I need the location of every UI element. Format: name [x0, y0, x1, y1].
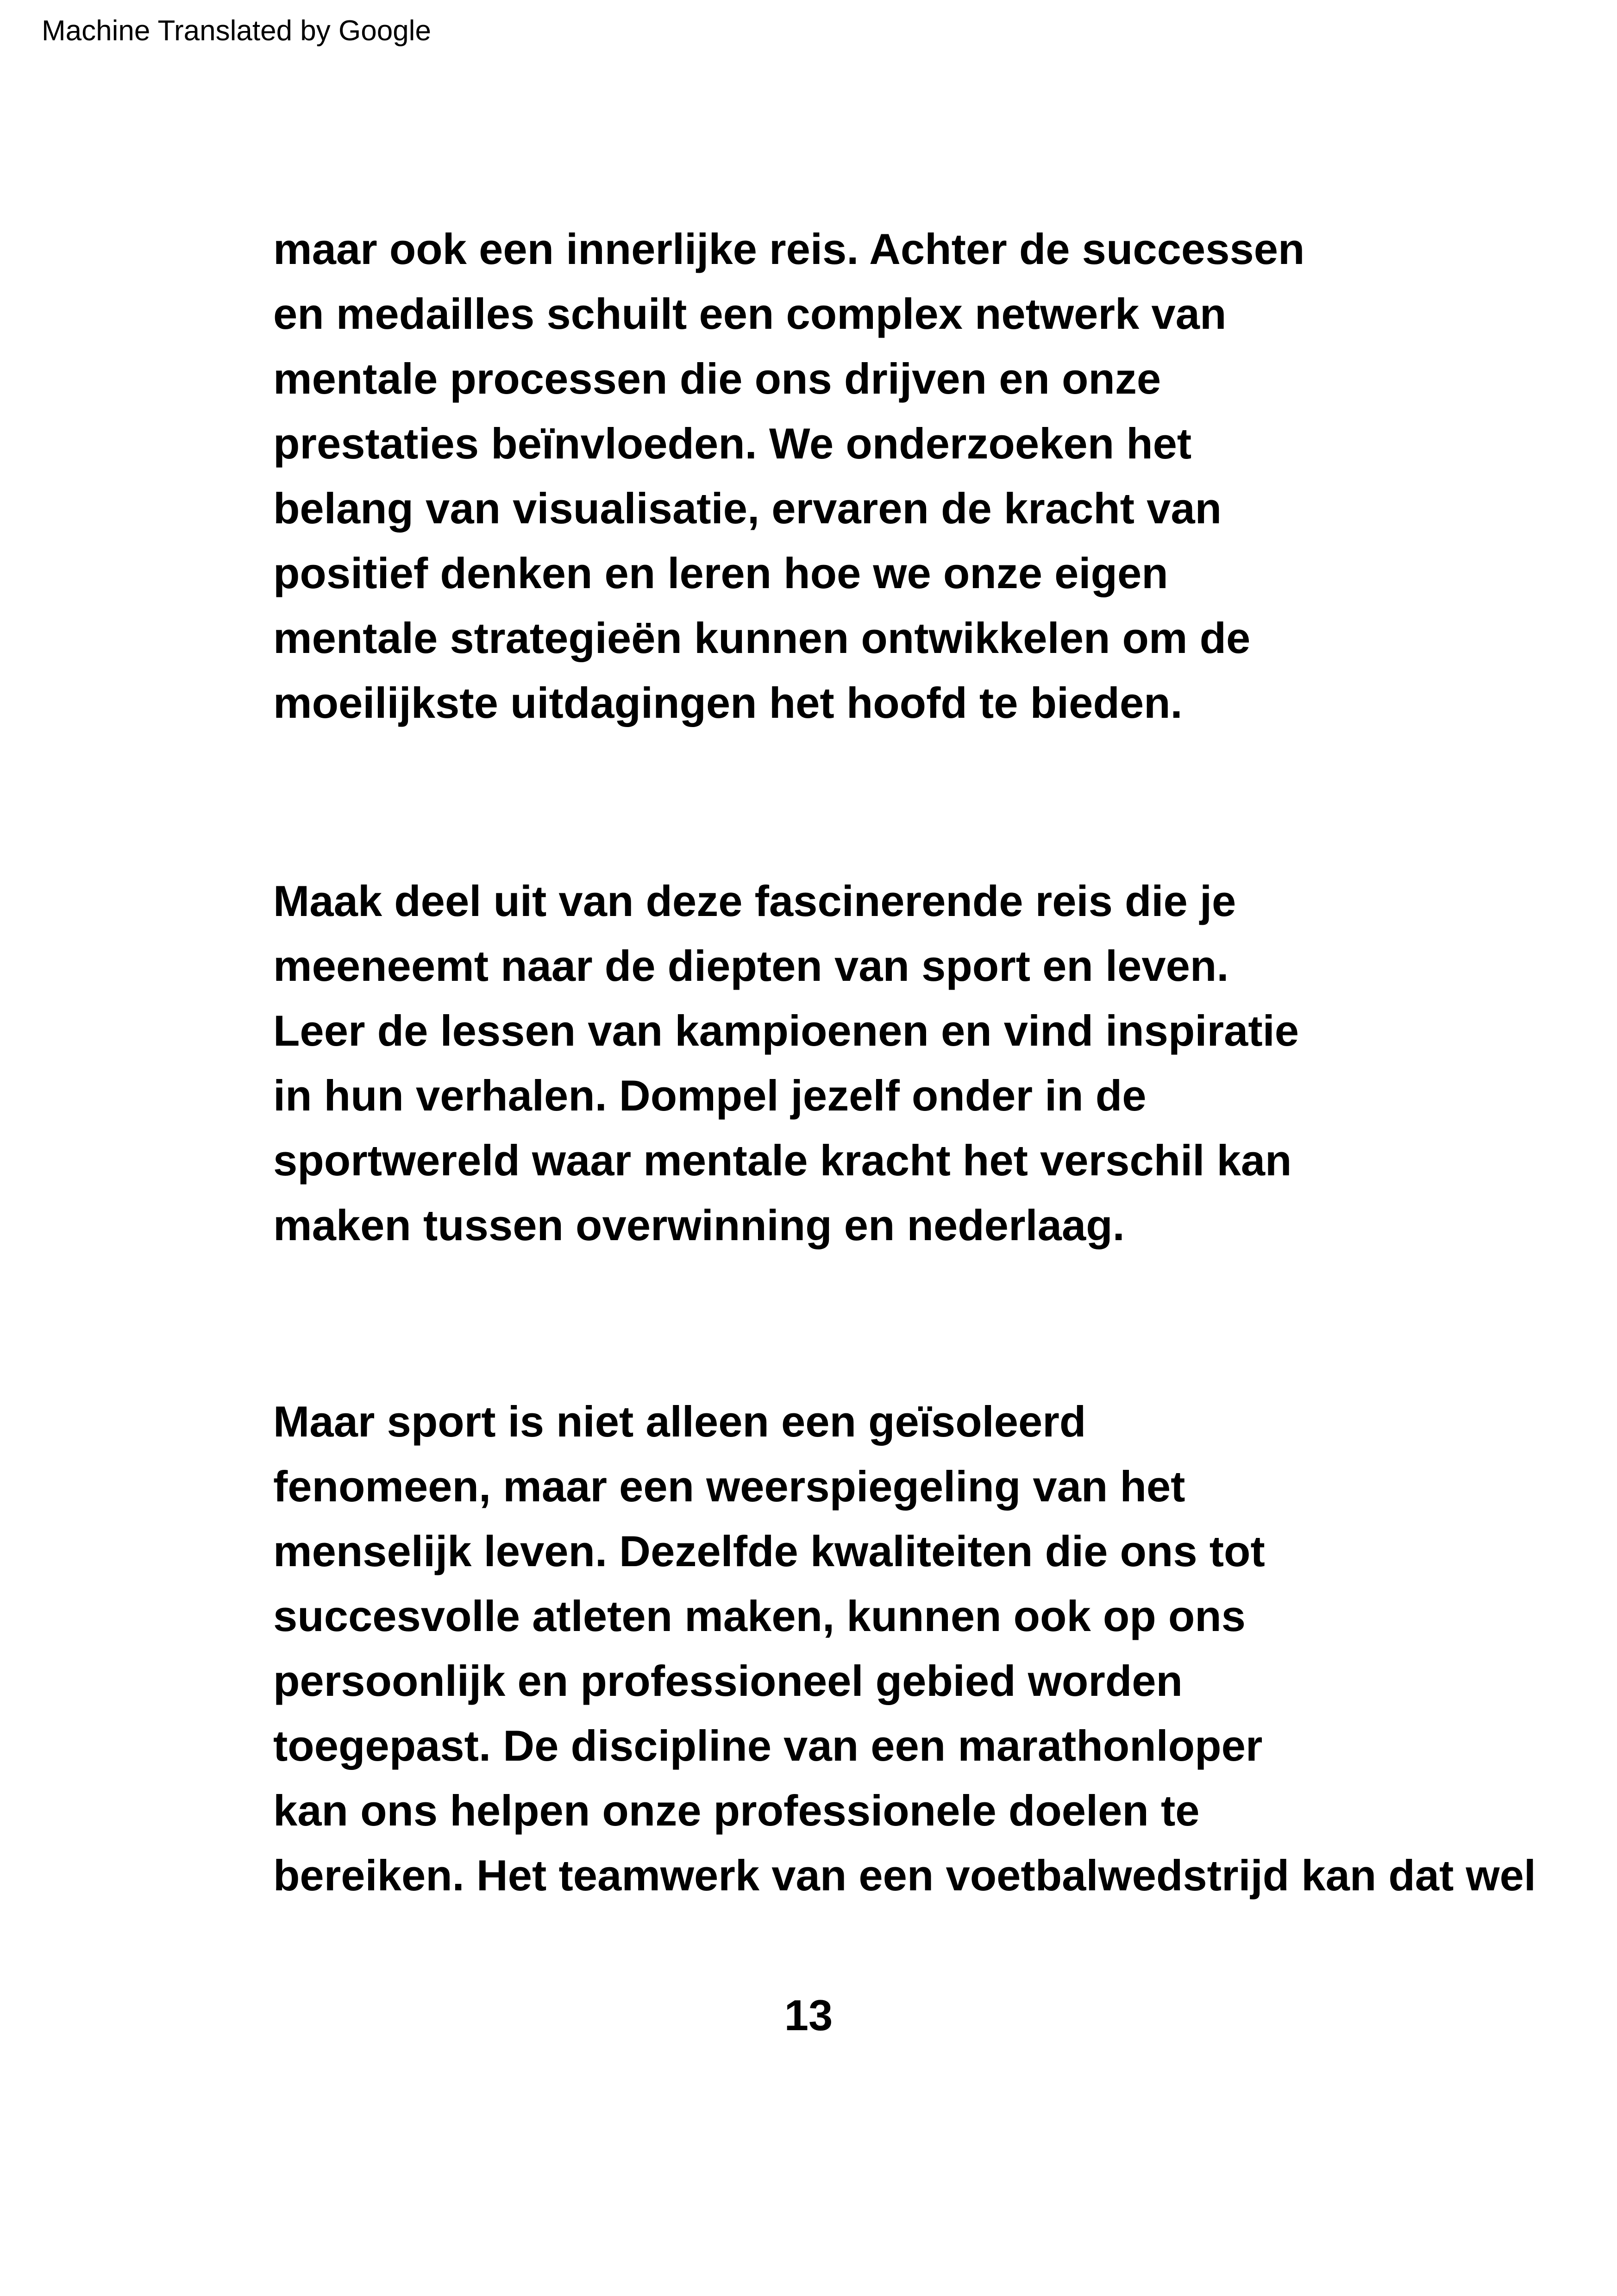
text-line: kan ons helpen onze professionele doelen te — [273, 1786, 1200, 1835]
text-line: sportwereld waar mentale kracht het verschil kan — [273, 1136, 1292, 1185]
text-line: mentale processen die ons drijven en onze — [273, 354, 1161, 403]
text-line: moeilijkste uitdagingen het hoofd te bieden. — [273, 678, 1183, 727]
text-line: bereiken. Het teamwerk van een voetbalwedstrijd kan dat wel — [273, 1851, 1536, 1900]
text-line: prestaties beïnvloeden. We onderzoeken het — [273, 419, 1192, 468]
paragraph-1 — [273, 217, 1607, 735]
text-line: meeneemt naar de diepten van sport en leven. — [273, 941, 1229, 990]
text-line: Leer de lessen van kampioenen en vind inspiratie — [273, 1006, 1299, 1055]
text-line: toegepast. De discipline van een marathonloper — [273, 1721, 1263, 1770]
text-line: Maak deel uit van deze fascinerende reis die je — [273, 877, 1236, 925]
paragraph-3 — [273, 1389, 1607, 1908]
page-number: 13 — [784, 1991, 833, 2039]
text-line: menselijk leven. Dezelfde kwaliteiten die ons tot — [273, 1527, 1265, 1575]
text-line: mentale strategieën kunnen ontwikkelen om de — [273, 614, 1251, 662]
paragraph-2 — [273, 869, 1607, 1258]
text-line: persoonlijk en professioneel gebied worden — [273, 1656, 1183, 1705]
text-line: fenomeen, maar een weerspiegeling van het — [273, 1462, 1185, 1511]
text-line: in hun verhalen. Dompel jezelf onder in de — [273, 1071, 1147, 1120]
text-line: Maar sport is niet alleen een geïsoleerd — [273, 1397, 1086, 1446]
machine-translation-note: Machine Translated by Google — [42, 15, 431, 47]
text-line: succesvolle atleten maken, kunnen ook op ons — [273, 1592, 1246, 1640]
text-line: maar ook een innerlijke reis. Achter de successen — [273, 225, 1305, 273]
text-line: belang van visualisatie, ervaren de kracht van — [273, 484, 1222, 533]
text-line: en medailles schuilt een complex netwerk van — [273, 289, 1227, 338]
text-line: positief denken en leren hoe we onze eigen — [273, 549, 1168, 597]
text-line: maken tussen overwinning en nederlaag. — [273, 1201, 1125, 1249]
